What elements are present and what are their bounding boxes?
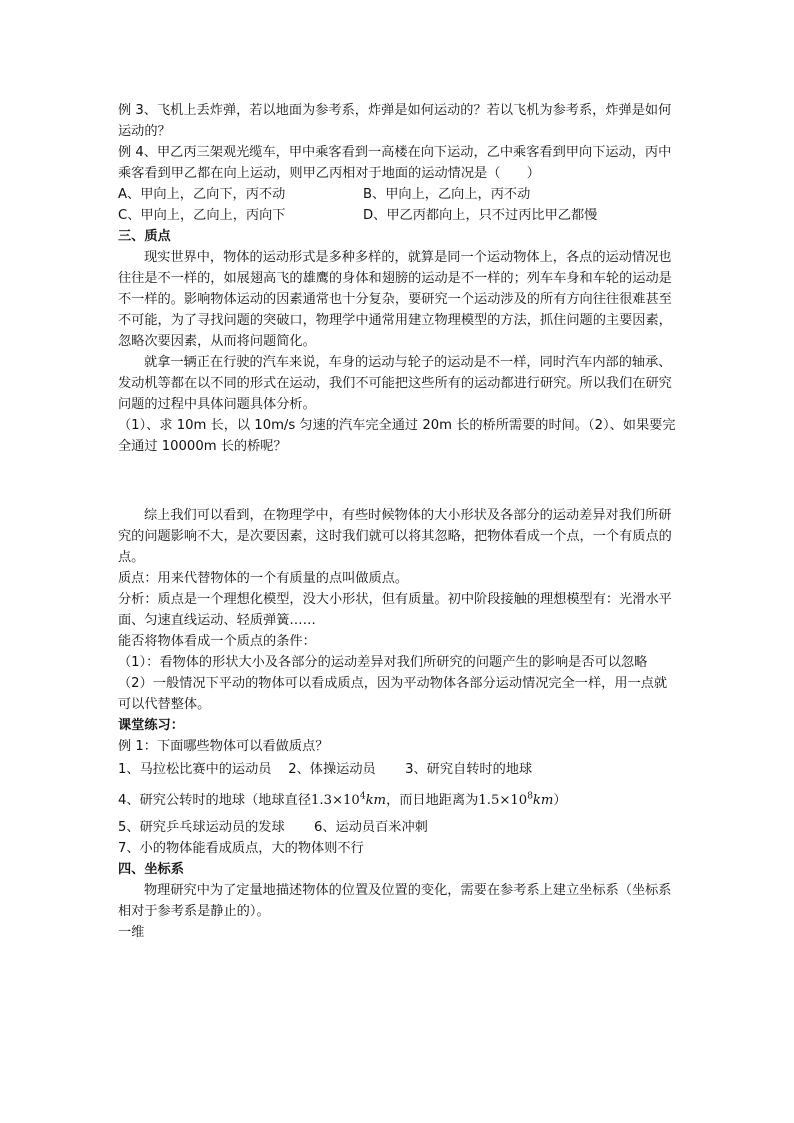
section-3-title: 三、质点 [118, 229, 171, 244]
practice-option-4 [118, 790, 678, 811]
option-1: 1、马拉松比赛中的运动员 [118, 762, 272, 777]
condition-2: （2）一般情况下平动的物体可以看成质点，因为平动物体各部分运动情况完全一样，用一点就可以代替整体。 [118, 676, 668, 712]
option-2: 2、体操运动员 [288, 762, 376, 777]
practice-options-row-3 [118, 817, 678, 838]
sun-earth-distance-value: $1.5\times 10^8km$ [478, 791, 554, 808]
condition-1: （1）：看物体的形状大小及各部分的运动差异对我们所研究的问题产生的影响是否可以忽略 [118, 655, 648, 670]
option-5: 5、研究乒乓球运动员的发球 [118, 820, 285, 835]
particle-definition: 质点：用来代替物体的一个有质量的点叫做质点。 [118, 571, 409, 586]
earth-diameter-value: $1.3\times 10^4km$ [311, 791, 387, 808]
option-3: 3、研究自转时的地球 [405, 762, 533, 777]
option-c: C、甲向上，乙向上，丙向下 [118, 208, 286, 223]
practice-options-row-1 [118, 759, 678, 780]
particle-analysis: 分析：质点是一个理想化模型，没大小形状，但有质量。初中阶段接触的理想模型有：光滑水平面、匀速直线运动、轻质弹簧…… [118, 592, 672, 628]
document-page [118, 100, 678, 943]
section-4-paragraph-1: 物理研究中为了定量地描述物体的位置及位置的变化，需要在参考系上建立坐标系（坐标系相对于参考系是静止的）。 [118, 883, 672, 919]
practice-example-1: 例 1：下面哪些物体可以看做质点？ [118, 739, 329, 754]
example-4-question: 例 4、甲乙丙三架观光缆车，甲中乘客看到一高楼在向下运动，乙中乘客看到甲向下运动，丙中乘客看到甲乙都在向上运动，则甲乙丙相对于地面的运动情况是（ ） [118, 145, 672, 181]
section-3-paragraph-3: 综上我们可以看到，在物理学中，有些时候物体的大小形状及各部分的运动差异对我们所研究的问题影响不大，是次要因素，这时我们就可以将其忽略，把物体看成一个点，一个有质点的点。 [118, 508, 672, 565]
practice-title: 课堂练习： [118, 718, 184, 733]
answer-space [118, 457, 678, 505]
option-7: 7、小的物体能看成质点，大的物体则不行 [118, 841, 364, 856]
section-4-subheading: 一维 [118, 925, 145, 940]
section-3-question: （1）、求 10m 长，以 10m/s 匀速的汽车完全通过 20m 长的桥所需要的时间。（2）、如果要完全通过 10000m 长的桥呢？ [118, 418, 676, 454]
option-6: 6、运动员百米冲刺 [313, 820, 428, 835]
option-4-prefix: 4、研究公转时的地球（地球直径 [118, 793, 312, 808]
example-4-options-row-1 [118, 184, 678, 205]
section-4-title: 四、坐标系 [118, 862, 184, 877]
example-3: 例 3、飞机上丢炸弹，若以地面为参考系，炸弹是如何运动的？若以飞机为参考系，炸弹是如何运动的？ [118, 103, 672, 139]
option-4-middle: ，而日地距离为 [386, 793, 479, 808]
example-4-options-row-2 [118, 205, 678, 226]
option-a: A、甲向上，乙向下，丙不动 [118, 187, 286, 202]
option-d: D、甲乙丙都向上，只不过丙比甲乙都慢 [363, 208, 598, 223]
section-3-paragraph-2: 就拿一辆正在行驶的汽车来说，车身的运动与轮子的运动是不一样，同时汽车内部的轴承、发动机等都在以不同的形式在运动，我们不可能把这些所有的运动都进行研究。所以我们在研究问题的过程中具体问题具体分析。 [118, 355, 672, 412]
section-3-paragraph-1: 现实世界中，物体的运动形式是多种多样的，就算是同一个运动物体上，各点的运动情况也往往是不一样的，如展翅高飞的雄鹰的身体和翅膀的运动是不一样的；列车车身和车轮的运动是不一样的。影响物体运动的因素通常也十分复杂，要研究一个运动涉及的所有方向往往很难甚至不可能，为了寻找问题的突破口，物理学中通常用建立物理模型的方法，抓住问题的主要因素，忽略次要因素，从而将问题简化。 [118, 250, 672, 349]
option-4-suffix: ） [553, 793, 567, 808]
option-b: B、甲向上，乙向上，丙不动 [363, 187, 531, 202]
condition-title: 能否将物体看成一个质点的条件： [118, 634, 316, 649]
